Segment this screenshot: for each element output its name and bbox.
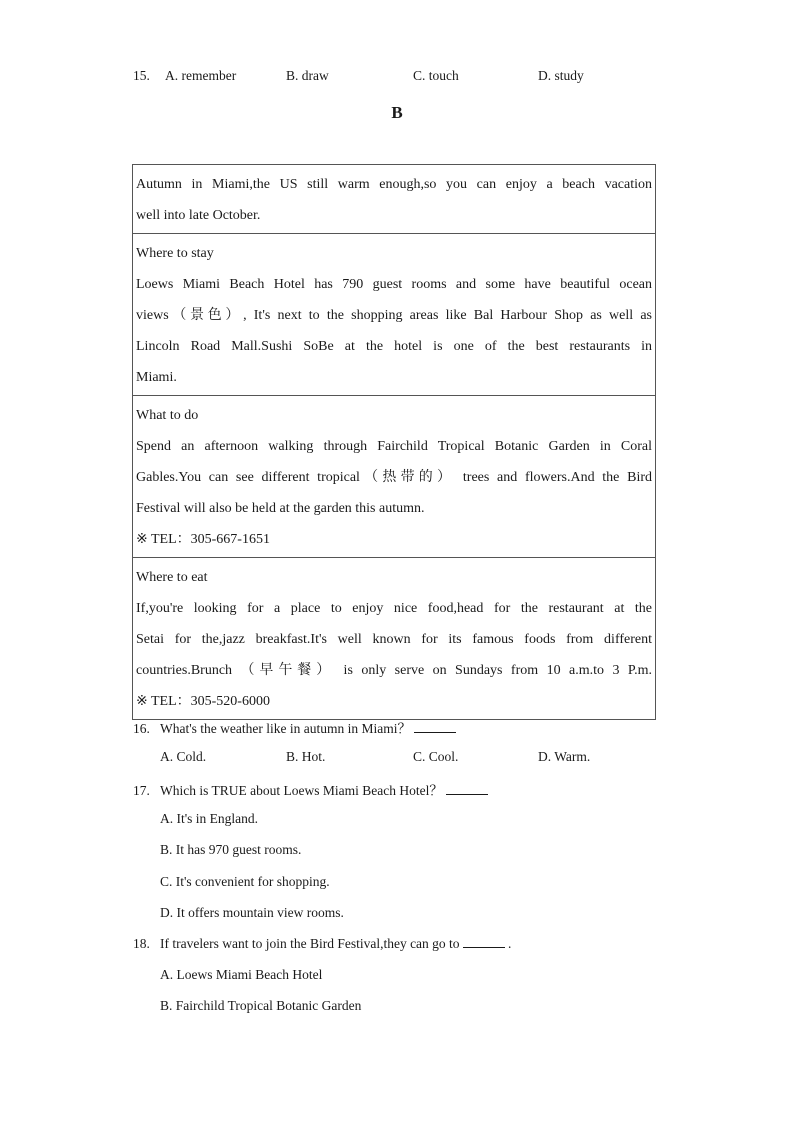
passage-line: countries.Brunch （早午餐） is only serve on Sundays from 10 a.m.to 3 P.m. (136, 663, 652, 678)
question-text: Which is TRUE about Loews Miami Beach Hotel？ (160, 783, 443, 798)
question-tail: . (507, 936, 512, 951)
answer-blank[interactable] (446, 782, 488, 795)
question-18 (133, 935, 511, 952)
option-d: D. It offers mountain view rooms. (160, 905, 344, 920)
passage-line: Autumn in Miami,the US still warm enough,so you can enjoy a beach vacation (136, 177, 652, 192)
option-d: D. Warm. (538, 749, 591, 764)
passage-line: Setai for the,jazz breakfast.It's well known for its famous foods from different (136, 632, 652, 647)
section-title: B (391, 103, 403, 122)
passage-what-to-do (133, 396, 655, 558)
question-text: If travelers want to join the Bird Festival,they can go to (160, 936, 460, 951)
option-b: B. draw (286, 68, 329, 83)
question-number: 17. (133, 783, 150, 798)
passage-where-to-eat (133, 558, 655, 719)
option-c: C. It's convenient for shopping. (160, 874, 330, 889)
passage-line: Loews Miami Beach Hotel has 790 guest rooms and some have beautiful ocean (136, 277, 652, 292)
question-number: 16. (133, 721, 150, 736)
passage-line: views（景色）, It's next to the shopping areas like Bal Harbour Shop as well as (136, 308, 652, 323)
passage-line: well into late October. (136, 208, 261, 223)
option-b: B. Hot. (286, 749, 326, 764)
option-d: D. study (538, 68, 584, 83)
question-number: 15. (133, 68, 150, 83)
passage-line: If,you're looking for a place to enjoy nice food,head for the restaurant at the (136, 601, 652, 616)
passage-where-to-stay (133, 234, 655, 396)
passage-line: Festival will also be held at the garden this autumn. (136, 501, 425, 516)
option-a: A. Loews Miami Beach Hotel (160, 967, 323, 982)
phone-number: ※ TEL：305-667-1651 (136, 532, 270, 547)
option-b: B. It has 970 guest rooms. (160, 842, 302, 857)
option-a: A. Cold. (160, 749, 207, 764)
option-c: C. Cool. (413, 749, 459, 764)
section-heading: What to do (136, 408, 199, 423)
option-a: A. It's in England. (160, 811, 259, 826)
passage-line: Spend an afternoon walking through Fairchild Tropical Botanic Garden in Coral (136, 439, 652, 454)
answer-blank[interactable] (463, 935, 505, 948)
question-text: What's the weather like in autumn in Miami？ (160, 721, 411, 736)
passage-intro (133, 165, 655, 234)
phone-number: ※ TEL：305-520-6000 (136, 694, 270, 709)
section-heading: Where to eat (136, 570, 208, 585)
option-c: C. touch (413, 68, 459, 83)
question-number: 18. (133, 936, 150, 951)
section-heading: Where to stay (136, 246, 214, 261)
option-b: B. Fairchild Tropical Botanic Garden (160, 998, 362, 1013)
passage-table (132, 164, 656, 720)
passage-line: Miami. (136, 370, 177, 385)
option-a: A. remember (165, 68, 237, 83)
passage-line: Gables.You can see different tropical（热带的） trees and flowers.And the Bird (136, 470, 652, 485)
question-17 (133, 779, 488, 799)
question-16 (133, 717, 456, 737)
answer-blank[interactable] (414, 720, 456, 733)
passage-line: Lincoln Road Mall.Sushi SoBe at the hotel is one of the best restaurants in (136, 339, 652, 354)
